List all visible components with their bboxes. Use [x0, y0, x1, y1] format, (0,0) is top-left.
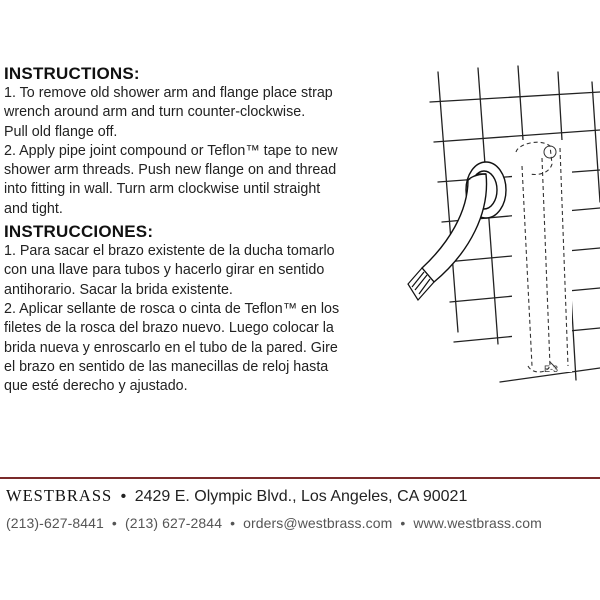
company-address: 2429 E. Olympic Blvd., Los Angeles, CA 90021 — [134, 488, 468, 505]
instruction-line: con una llave para tubos y hacerlo girar en sentido — [4, 262, 325, 279]
instruction-line: 2. Aplicar sellante de rosca o cinta de Teflon™ en los — [4, 300, 340, 317]
bullet-separator: • — [400, 515, 406, 531]
brand-name: WESTBRASS — [6, 486, 113, 505]
company-contact-line — [6, 515, 598, 531]
instruction-line: filetes de la rosca del brazo nuevo. Luego colocar la — [4, 320, 334, 337]
instruction-line: 1. To remove old shower arm and flange place strap — [4, 85, 333, 101]
english-instructions — [4, 84, 404, 219]
shower-arm-diagram-svg — [400, 62, 600, 407]
instruction-text-column — [4, 64, 404, 396]
company-address-line — [6, 486, 598, 506]
shower-arm-flange-diagram-icon — [400, 62, 600, 407]
fax-number: (213) 627-2844 — [124, 515, 223, 531]
instruction-line: brida nueva y enroscarlo en el tubo de la pared. Gire — [4, 339, 338, 356]
website-address: www.westbrass.com — [413, 515, 542, 531]
instruction-line: antihorario. Sacar la brida existente. — [4, 281, 233, 298]
footer-divider — [0, 477, 600, 479]
instruction-line: 1. Para sacar el brazo existente de la ducha tomarlo — [4, 243, 335, 260]
spanish-heading: INSTRUCCIONES: — [4, 222, 154, 242]
bullet-separator: • — [120, 488, 127, 505]
instruction-line: 2. Apply pipe joint compound or Teflon™ tape to new — [4, 142, 338, 159]
instruction-line: and tight. — [4, 200, 63, 217]
instruction-line: shower arm threads. Push new flange on and thread — [4, 162, 337, 179]
english-heading: INSTRUCTIONS: — [4, 64, 140, 83]
callout-label: E-3 — [544, 364, 559, 374]
instruction-line: el brazo en sentido de las manecillas de reloj hasta — [4, 358, 329, 375]
spanish-instructions — [4, 242, 404, 396]
email-address: orders@westbrass.com — [243, 515, 393, 531]
phone-number: (213)-627-8441 — [6, 515, 104, 531]
bullet-separator: • — [230, 515, 236, 531]
instruction-line: Pull old flange off. — [4, 123, 118, 140]
instruction-line: que esté derecho y ajustado. — [4, 378, 188, 395]
bullet-separator: • — [111, 515, 117, 531]
instruction-line: into fitting in wall. Turn arm clockwise until straight — [4, 181, 321, 198]
instruction-line: wrench around arm and turn counter-clockwise. — [4, 104, 306, 121]
